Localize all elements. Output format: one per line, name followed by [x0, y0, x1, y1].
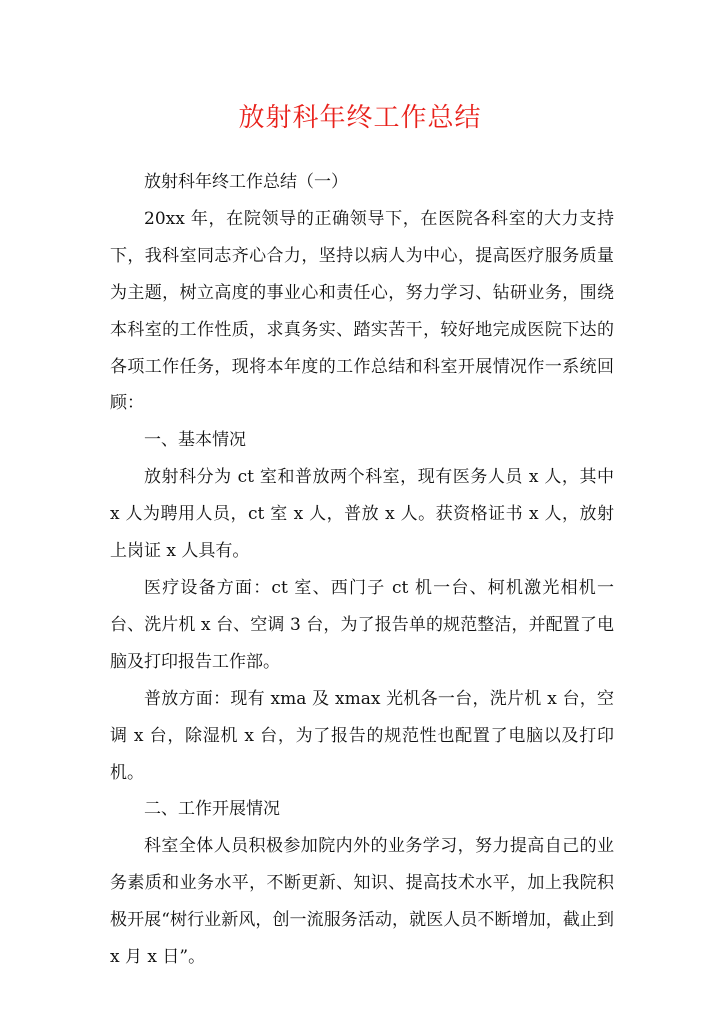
equipment-paragraph: 医疗设备方面：ct 室、西门子 ct 机一台、柯机激光相机一台、洗片机 x 台、空调 3 台，为了报告单的规范整洁，并配置了电脑及打印报告工作部。 — [110, 577, 614, 672]
heading-work-progress: 二、工作开展情况 — [144, 799, 280, 820]
intro-paragraph: 20xx 年，在院领导的正确领导下，在医院各科室的大力支持下，我科室同志齐心合力，坚持以病人为中心，提高医疗服务质量为主题，树立高度的事业心和责任心，努力学习、钻研业务，围绕本科室的工作性质，求真务实、踏实苦干，较好地完成医院下达的各项工作任务，现将本年度的工作总结和科室开展情况作一系统回顾： — [110, 208, 614, 414]
general-radiology-paragraph: 普放方面：现有 xma 及 xmax 光机各一台，洗片机 x 台，空调 x 台，除湿机 x 台，为了报告的规范性也配置了电脑以及打印机。 — [110, 688, 614, 783]
heading-basic-situation: 一、基本情况 — [144, 430, 246, 451]
section-heading-part-one: 放射科年终工作总结（一） — [144, 172, 348, 192]
document-body — [110, 164, 614, 976]
staff-paragraph: 放射科分为 ct 室和普放两个科室，现有医务人员 x 人，其中 x 人为聘用人员，ct 室 x 人，普放 x 人。获资格证书 x 人，放射上岗证 x 人具有。 — [110, 467, 614, 562]
document-title: 放射科年终工作总结 — [238, 103, 482, 133]
training-paragraph: 科室全体人员积极参加院内外的业务学习，努力提高自己的业务素质和业务水平，不断更新、知识、提高技术水平，加上我院积极开展“树行业新风，创一流服务活动，就医人员不断增加，截止到 x 月 x 日”。 — [110, 836, 614, 968]
